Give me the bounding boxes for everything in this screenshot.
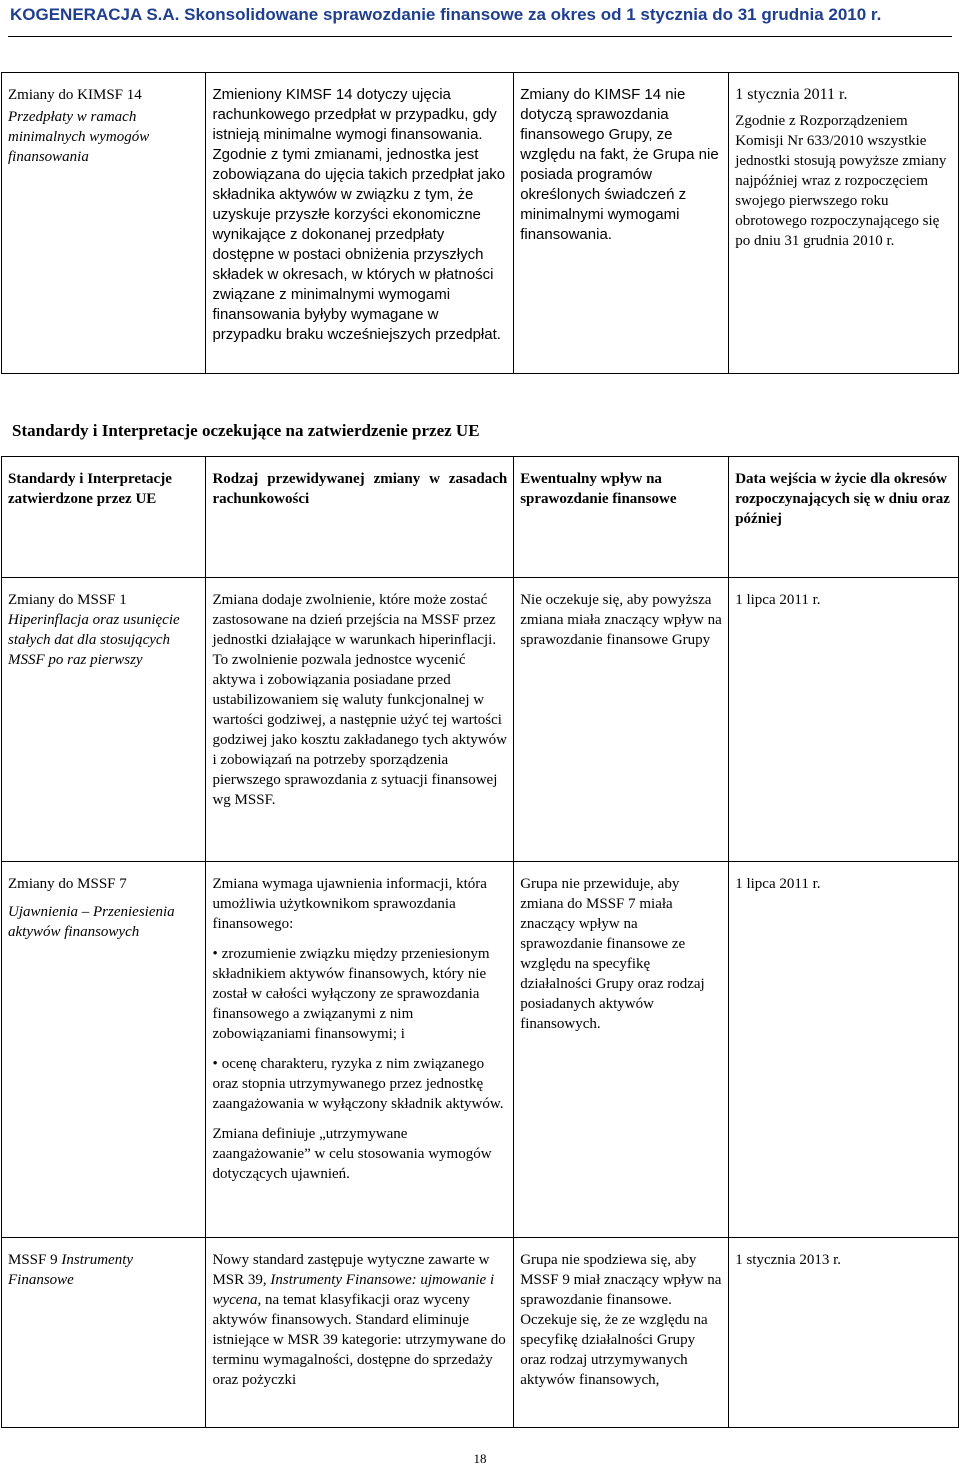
effective-date: 1 stycznia 2011 r. (735, 86, 848, 103)
standard-subtitle: Ujawnienia – Przeniesienia aktywów finansowych (8, 904, 175, 940)
standard-name: MSSF 9 (8, 1252, 58, 1268)
standard-cell (2, 578, 206, 862)
standard-subtitle: Przedpłaty w ramach minimalnych wymogów finansowania (8, 109, 150, 165)
page-number: 18 (473, 1451, 487, 1466)
change-text-b: na temat klasyfikacji oraz wyceny aktywów finansowych. Standard eliminuje istniejące w MSR 39 kategorie: utrzymywane do terminu wymagalności, dostępne do sprzedaży oraz pożyczki (212, 1292, 506, 1388)
change-cell (206, 1238, 514, 1428)
effective-date-cell (729, 73, 959, 374)
date-cell: 1 lipca 2011 r. (729, 578, 959, 862)
standard-cell (2, 862, 206, 1238)
date-cell: 1 lipca 2011 r. (729, 862, 959, 1238)
pending-standards-table (1, 456, 959, 1428)
document-title: KOGENERACJA S.A. Skonsolidowane sprawozdanie finansowe za okres od 1 stycznia do 31 grudnia 2010 r. (10, 5, 882, 24)
impact-cell: Zmiany do KIMSF 14 nie dotyczą sprawozdania finansowego Grupy, ze względu na fakt, że Grupa nie posiada programów określonych świadczeń z minimalnymi wymogami finansowania. (514, 73, 729, 374)
date-cell: 1 stycznia 2013 r. (729, 1238, 959, 1428)
change-cell (206, 862, 514, 1238)
section-title: Standardy i Interpretacje oczekujące na zatwierdzenie przez UE (12, 421, 480, 440)
standard-name: Zmiany do MSSF 1 (8, 592, 127, 608)
bullet-text: ocenę charakteru, ryzyka z nim związanego oraz stopnia utrzymywanego przez jednostkę zaangażowania w wyłączony składnik aktywów. (212, 1056, 504, 1112)
effective-note: Zgodnie z Rozporządzeniem Komisji Nr 633/2010 wszystkie jednostki stosują powyższe zmiany najpóźniej wraz z rozpoczęciem swojego pierwszego roku obrotowego rozpoczynającego się po dniu 31 grudnia 2010 r. (735, 113, 947, 249)
table-row (2, 578, 959, 862)
table-header-row (2, 457, 959, 578)
list-item (212, 944, 507, 1044)
standard-cell (2, 1238, 206, 1428)
change-text-italic: Instrumenty Finansowe: ujmowanie i wycena, (212, 1272, 495, 1308)
header-impact: Ewentualny wpływ na sprawozdanie finansowe (514, 457, 729, 578)
bullet-icon: • (212, 1056, 218, 1072)
standard-name: Zmiany do MSSF 7 (8, 876, 127, 892)
standard-cell (2, 73, 206, 374)
standard-name: Zmiany do KIMSF 14 (8, 87, 142, 103)
change-text-a: Nowy standard zastępuje wytyczne zawarte w MSR 39, (212, 1252, 490, 1288)
standard-subtitle: Hiperinflacja oraz usunięcie stałych dat dla stosujących MSSF po raz pierwszy (8, 612, 180, 668)
header-divider (8, 36, 952, 37)
impact-cell: Nie oczekuje się, aby powyższa zmiana miała znaczący wpływ na sprawozdanie finansowe Grupy (514, 578, 729, 862)
header-standard: Standardy i Interpretacje zatwierdzone przez UE (2, 457, 206, 578)
change-cell: Zmiana dodaje zwolnienie, które może zostać zastosowane na dzień przejścia na MSSF przez jednostki działające w warunkach hiperinflacji. To zwolnienie pozwala jednostce wycenić aktywa i zobowiązania posiadane przed ustabilizowaniem się waluty funkcjonalnej w wartości godziwej, a następnie użyć tej wartości godziwej jako kosztu zakładanego tych aktywów i zobowiązań na potrzeby sporządzenia pierwszego sprawozdania z sytuacji finansowej wg MSSF. (206, 578, 514, 862)
standard-subtitle: Instrumenty Finansowe (8, 1252, 134, 1288)
change-intro: Zmiana wymaga ujawnienia informacji, która umożliwia użytkownikom sprawozdania finansowego: (212, 876, 487, 932)
impact-cell: Grupa nie spodziewa się, aby MSSF 9 miał znaczący wpływ na sprawozdanie finansowe. Oczekuje się, że ze względu na specyfikę działalności Grupy oraz rodzaj utrzymywanych aktywów finansowych, (514, 1238, 729, 1428)
table-row (2, 862, 959, 1238)
kimsf14-table (1, 72, 959, 374)
table-row (2, 1238, 959, 1428)
bullet-icon: • (212, 946, 218, 962)
bullet-text: zrozumienie związku między przeniesionym składnikiem aktywów finansowych, który nie został w całości wyłączony ze sprawozdania finansowego a związanymi z nim zobowiązaniami finansowymi; i (212, 946, 490, 1042)
header-date: Data wejścia w życie dla okresów rozpoczynających się w dniu oraz później (729, 457, 959, 578)
change-cell: Zmieniony KIMSF 14 dotyczy ujęcia rachunkowego przedpłat w przypadku, gdy istnieją minimalne wymogi finansowania. Zgodnie z tymi zmianami, jednostka jest zobowiązana do ujęcia takich przedpłat jako składnika aktywów w związku z tym, że uzyskuje przyszłe korzyści ekonomiczne wynikające z dokonanej przedpłaty dostępne w postaci obniżenia przyszłych składek w okresach, w których w płatności związane z minimalnymi wymogami finansowania byłyby wymagane w przypadku braku wcześniejszych przedpłat. (206, 73, 514, 374)
impact-cell: Grupa nie przewiduje, aby zmiana do MSSF 7 miała znaczący wpływ na sprawozdanie finansowe ze względu na specyfikę działalności Grupy oraz rodzaj posiadanych aktywów finansowych. (514, 862, 729, 1238)
list-item (212, 1054, 507, 1114)
change-outro: Zmiana definiuje „utrzymywane zaangażowanie” w celu stosowania wymogów dotyczących ujawnień. (212, 1126, 492, 1182)
table-row (2, 73, 959, 374)
header-change: Rodzaj przewidywanej zmiany w zasadach rachunkowości (206, 457, 514, 578)
page-header (0, 0, 960, 30)
